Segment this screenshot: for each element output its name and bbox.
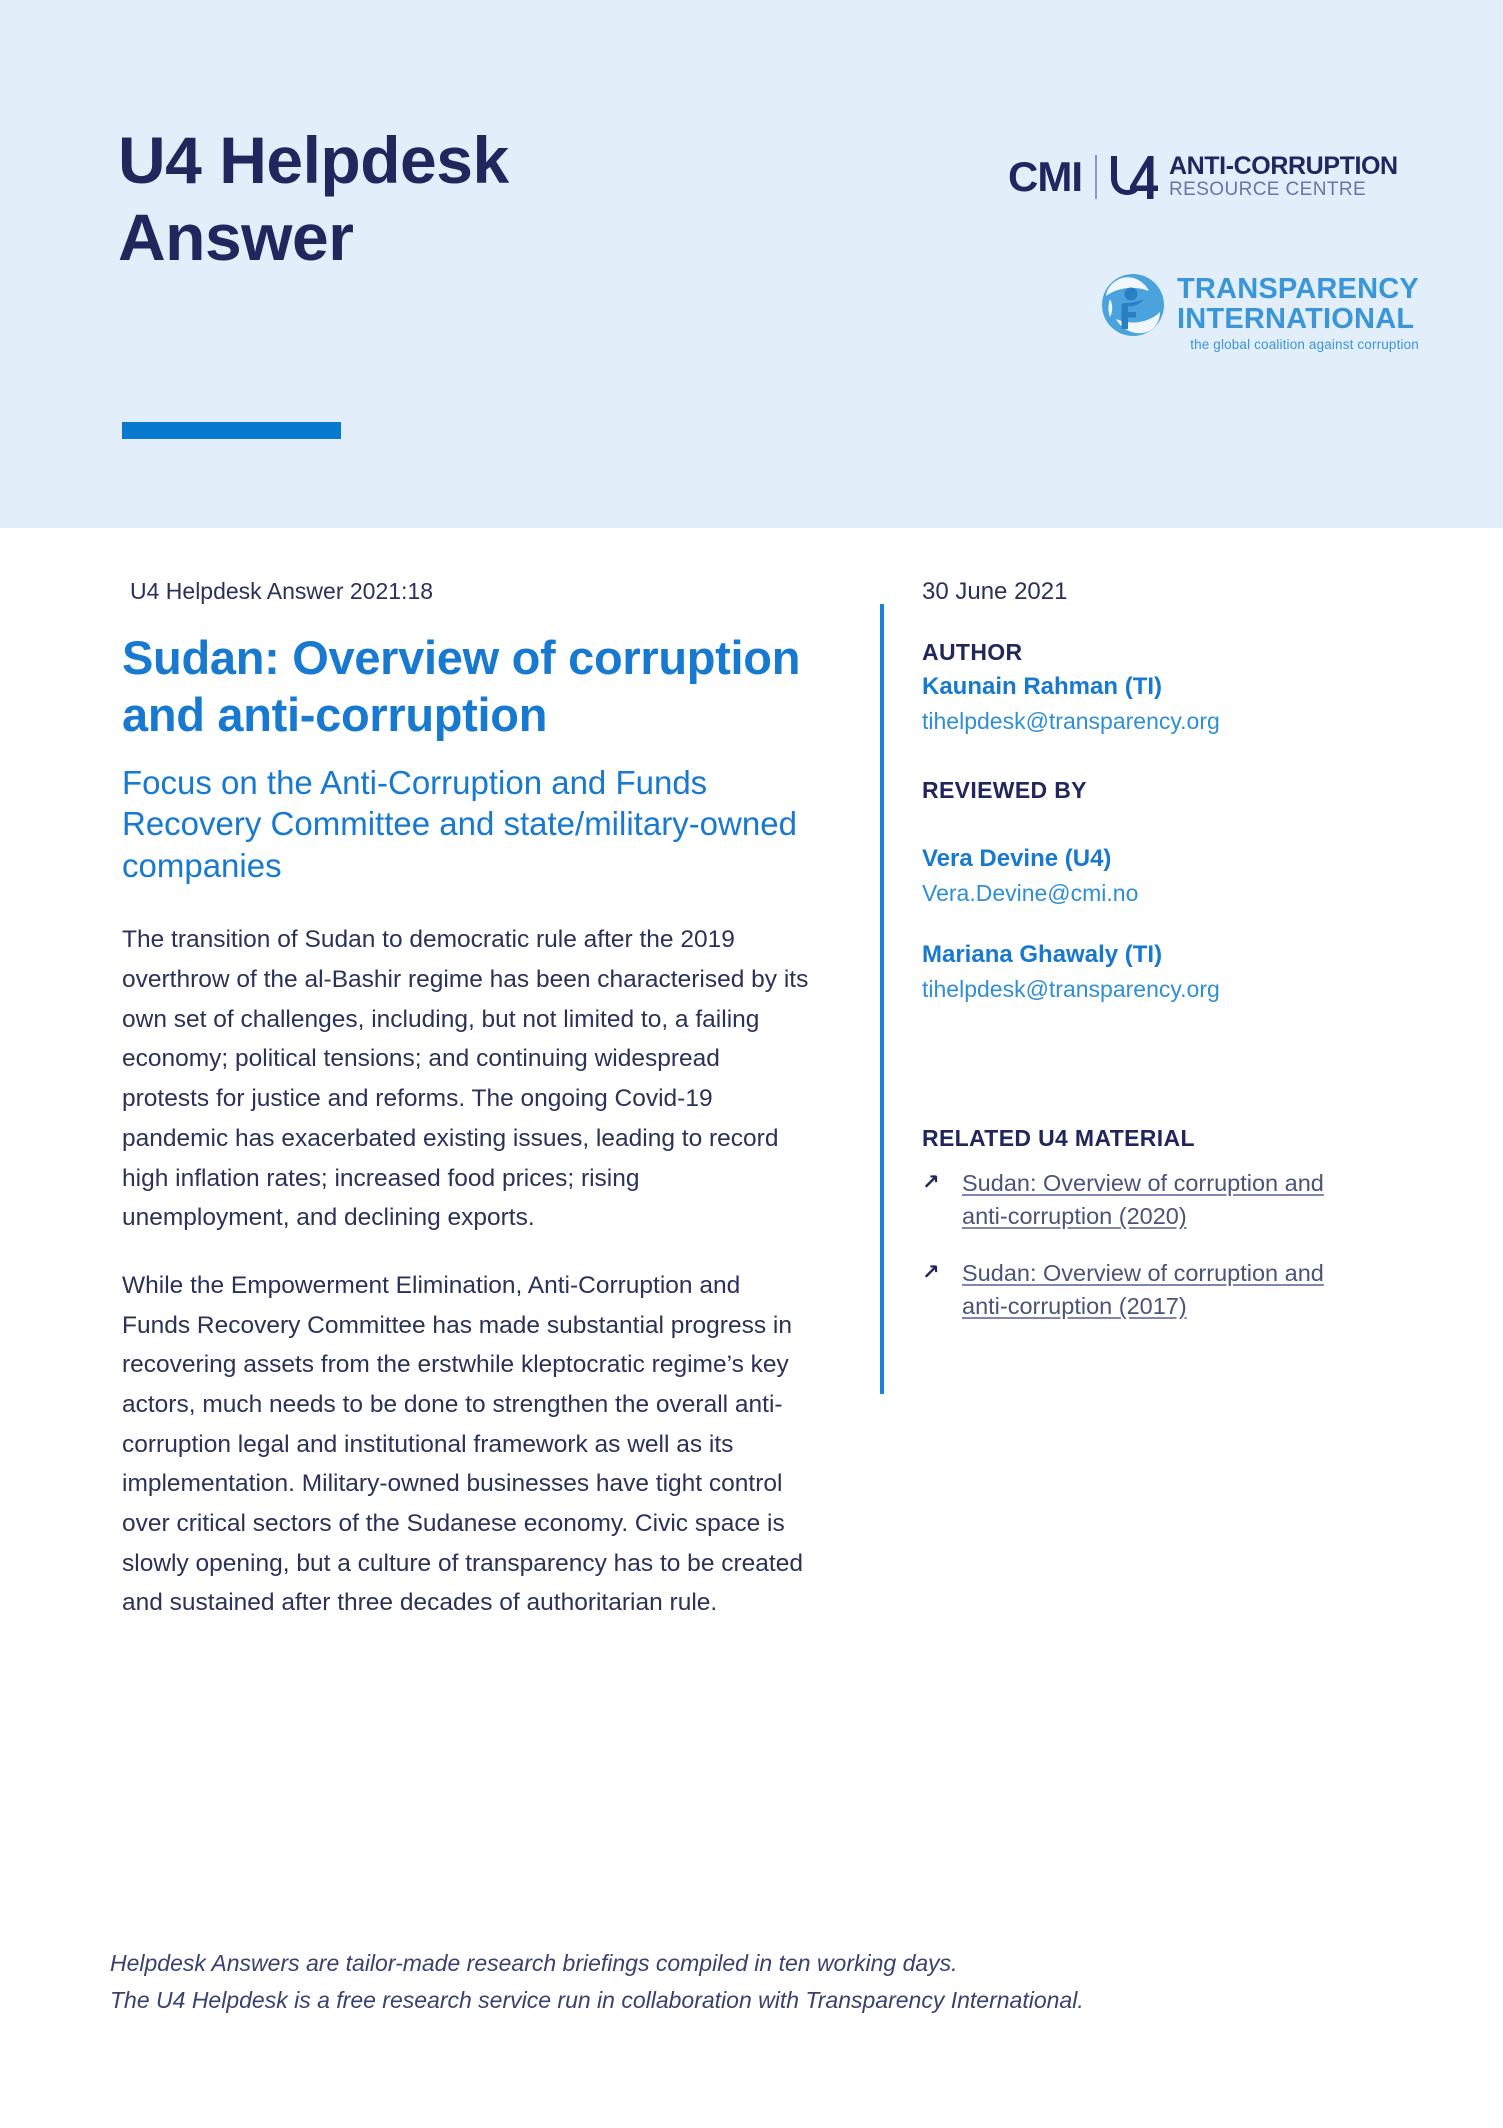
summary-paragraph: While the Empowerment Elimination, Anti-Corruption and Funds Recovery Committee has made substantial progress in recovering assets from the erstwhile kleptocratic regime’s key actors, much needs to be done to strengthen the overall anti-corruption legal and institutional framework as well as its implementation. Military-owned businesses have tight control over critical sectors of the Sudanese economy. Civic space is slowly opening, but a culture of transparency has to be created and sustained after three decades of authoritarian rule.	[122, 1271, 803, 1617]
related-material-item[interactable]	[922, 1257, 1352, 1324]
transparency-international-logo	[1100, 272, 1419, 352]
header-band	[0, 0, 1503, 528]
document-title: Sudan: Overview of corruption and anti-corruption	[122, 631, 801, 742]
ti-logo-text	[1177, 272, 1419, 352]
footer-line-2: The U4 Helpdesk is a free research service run in collaboration with Transparency International.	[110, 1987, 1084, 2014]
u4-logo-text	[1169, 153, 1398, 201]
u4-logo-line2: RESOURCE CENTRE	[1169, 179, 1367, 201]
spacer	[922, 735, 1352, 777]
column-divider	[880, 604, 884, 1394]
related-material-item[interactable]	[922, 1167, 1352, 1234]
reviewer-name: Mariana Ghawaly (TI)	[922, 941, 1163, 968]
u4-mark-icon	[1108, 154, 1160, 200]
summary-paragraph: The transition of Sudan to democratic rule after the 2019 overthrow of the al-Bashir regime has been characterised by its own set of challenges, including, but not limited to, a failing economy; political tensions; and continuing widespread protests for justice and reforms. The ongoing Covid-19 pandemic has exacerbated existing issues, leading to record high inflation rates; increased food prices; rising unemployment, and declining exports.	[122, 926, 809, 1232]
document-subtitle: Focus on the Anti-Corruption and Funds Recovery Committee and state/military-owned companies	[122, 763, 797, 884]
ti-globe-icon	[1100, 272, 1166, 343]
ti-logo-line2: INTERNATIONAL	[1177, 303, 1415, 336]
page-title: U4 Helpdesk Answer	[118, 123, 509, 275]
logo-divider	[1095, 155, 1097, 199]
page-footer	[110, 1945, 1310, 2020]
external-link-arrow-icon: ↗	[922, 1260, 940, 1284]
reviewer-email-link[interactable]: Vera.Devine@cmi.no	[922, 880, 1139, 906]
u4-logo-line1: ANTI-CORRUPTION	[1169, 152, 1398, 180]
author-heading: AUTHOR	[922, 639, 1023, 665]
spacer	[922, 1003, 1352, 1125]
metadata-column	[922, 578, 1352, 1346]
cmi-u4-logo	[1008, 153, 1398, 201]
document-reference: U4 Helpdesk Answer 2021:18	[130, 578, 434, 604]
header-accent-rule	[122, 422, 341, 439]
spacer	[922, 811, 1352, 845]
publication-date: 30 June 2021	[922, 578, 1068, 605]
related-material-heading: RELATED U4 MATERIAL	[922, 1125, 1195, 1151]
footer-line-1: Helpdesk Answers are tailor-made research briefings compiled in ten working days.	[110, 1950, 958, 1976]
related-material-link[interactable]: Sudan: Overview of corruption and anti-corruption (2020)	[962, 1170, 1324, 1230]
author-name: Kaunain Rahman (TI)	[922, 673, 1163, 700]
ti-logo-tagline: the global coalition against corruption	[1190, 337, 1419, 353]
ti-logo-line1: TRANSPARENCY	[1177, 273, 1419, 305]
reviewer-name: Vera Devine (U4)	[922, 845, 1112, 872]
reviewed-by-heading: REVIEWED BY	[922, 777, 1087, 803]
cmi-wordmark: CMI	[1008, 153, 1082, 201]
related-material-link[interactable]: Sudan: Overview of corruption and anti-corruption (2017)	[962, 1259, 1324, 1320]
main-content-column	[122, 578, 812, 1651]
author-email-link[interactable]: tihelpdesk@transparency.org	[922, 708, 1220, 734]
spacer	[922, 907, 1352, 941]
reviewer-email-link[interactable]: tihelpdesk@transparency.org	[922, 976, 1220, 1002]
external-link-arrow-icon: ↗	[922, 1171, 940, 1194]
